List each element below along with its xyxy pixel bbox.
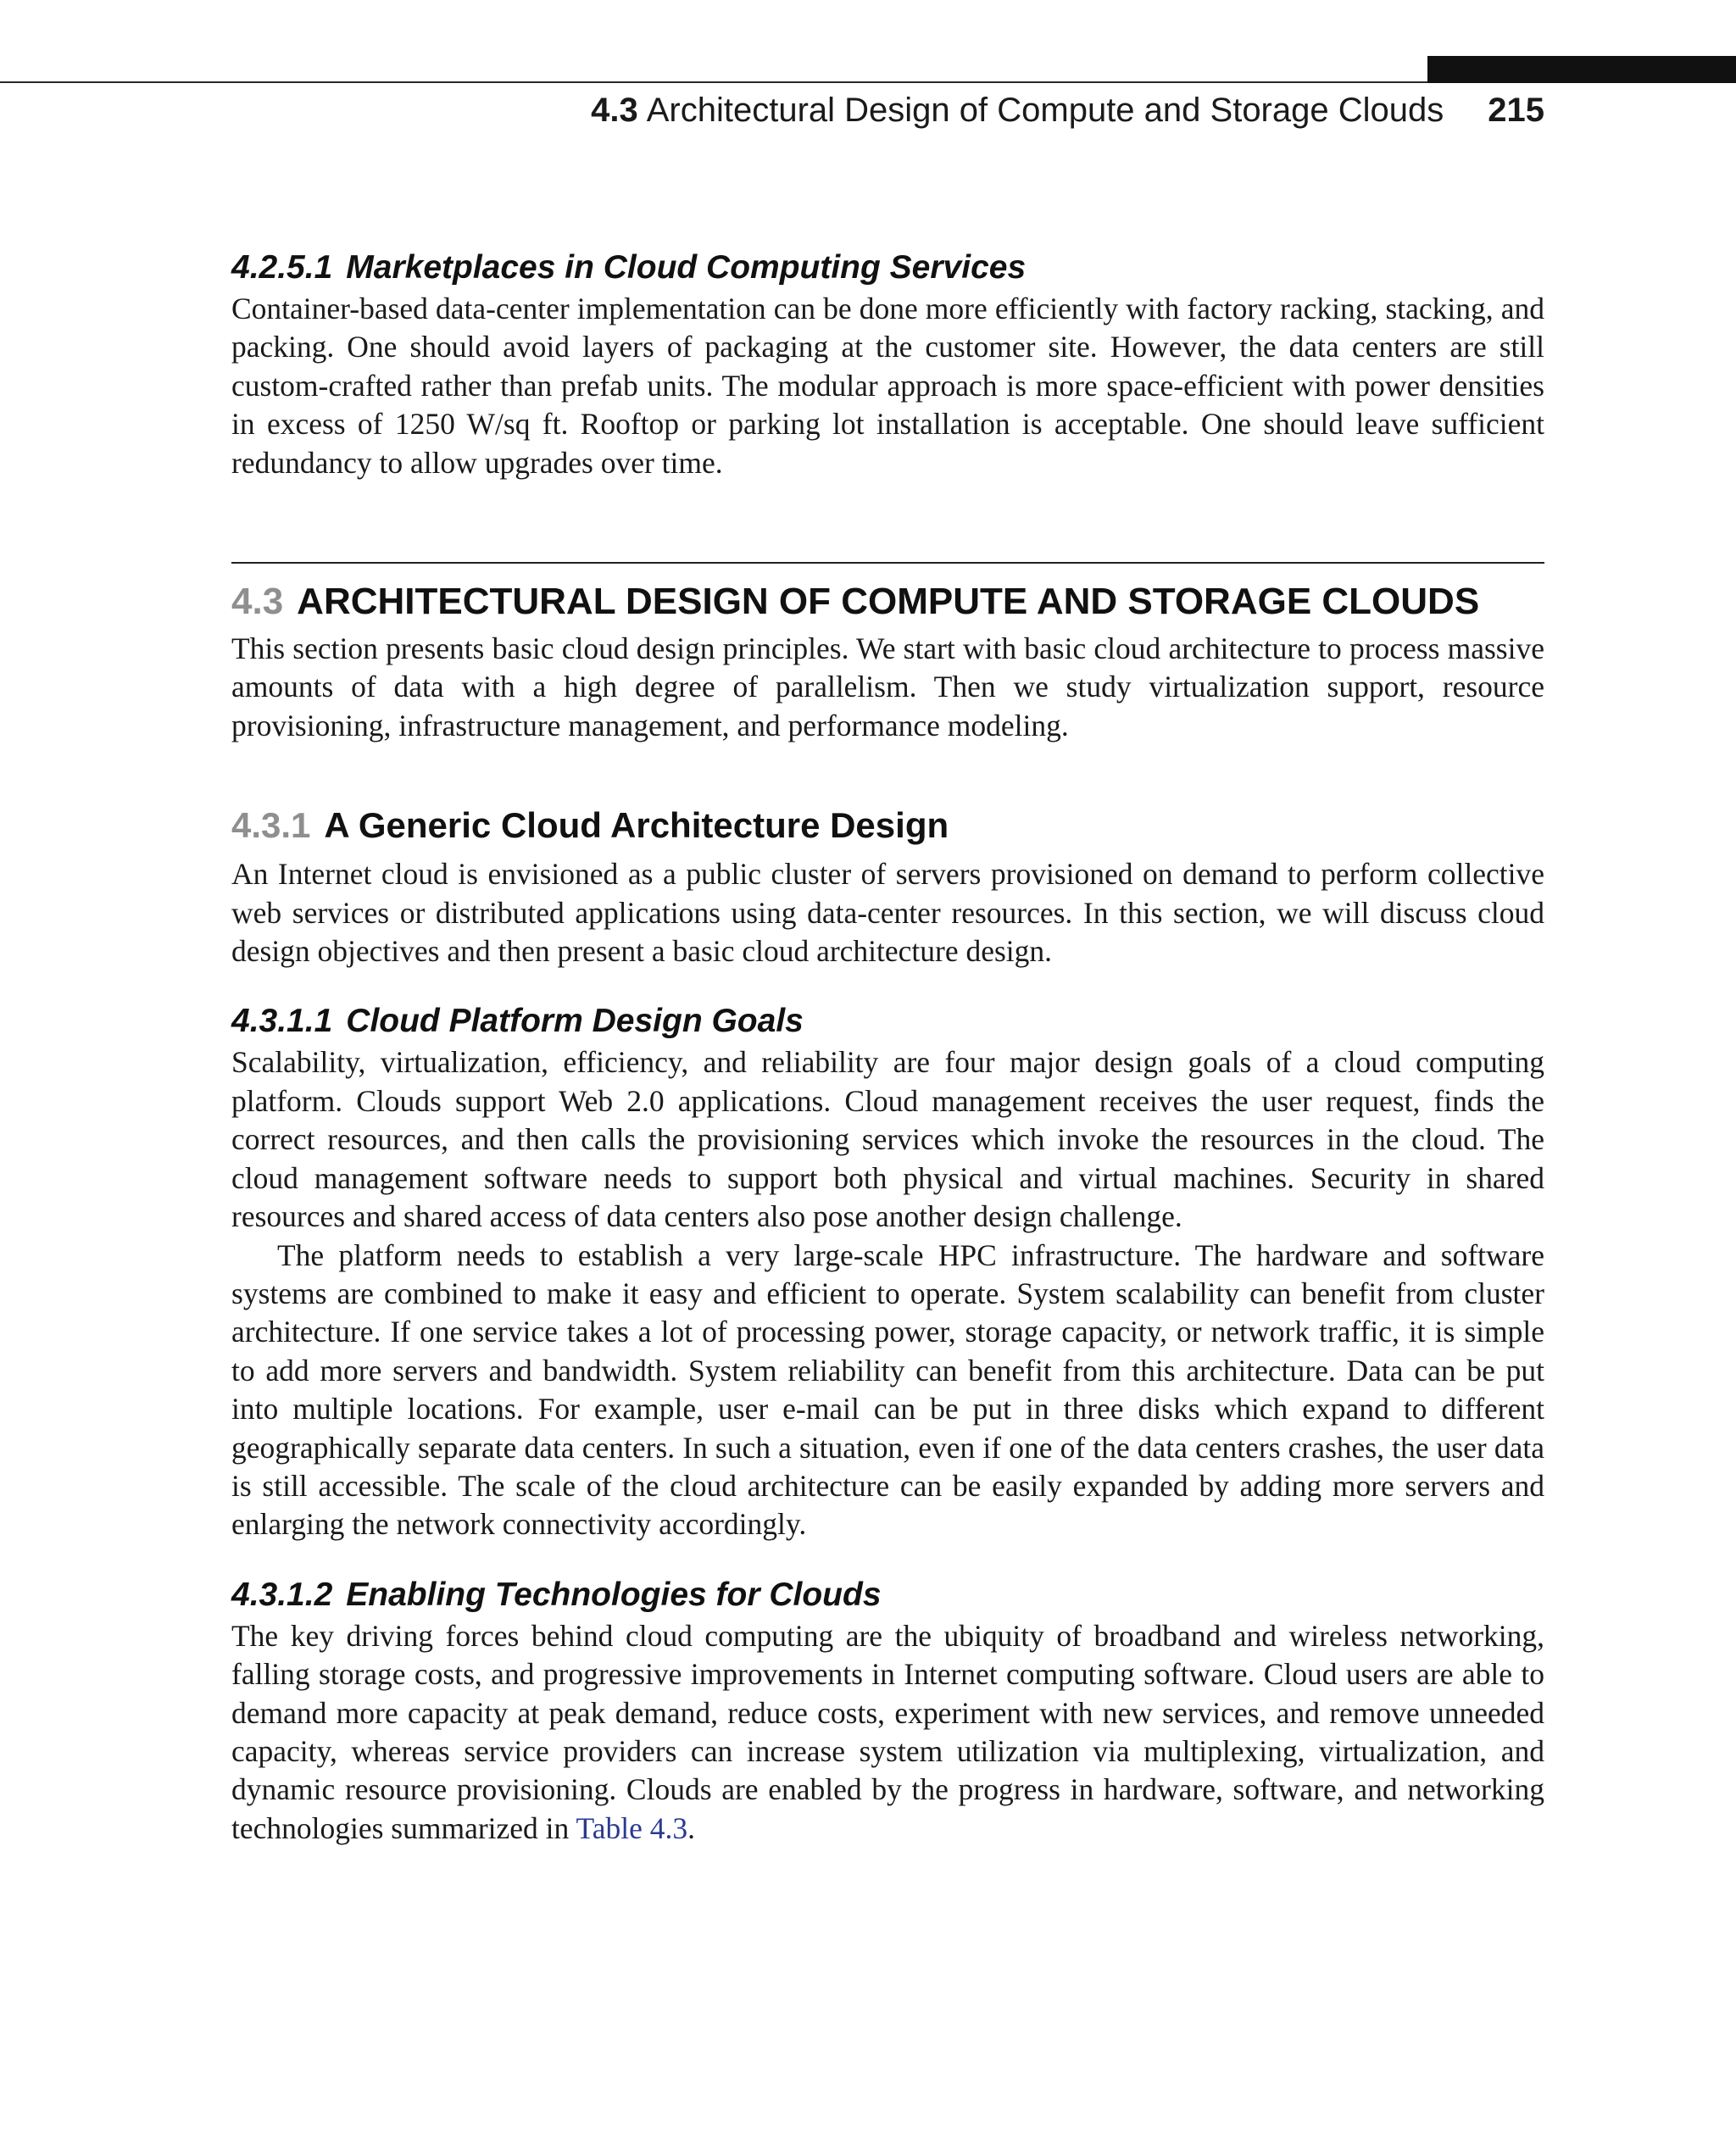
paragraph-design-goals-1: Scalability, virtualization, efficiency, and reliability are four major design goals of a cloud computing platform. Clouds support Web 2.0 applications. Cloud management receives the user request, finds the correct resources, and then calls the provisioning services which invoke the resources in the cloud. The cloud management software needs to support both physical and virtual machines. Security in shared resources and shared access of data centers also pose another design challenge. <box>231 1045 1544 1234</box>
subsection-title: Cloud Platform Design Goals <box>346 1003 804 1040</box>
subsection-heading-4-3-1-1 <box>231 999 1544 1043</box>
page-body <box>231 246 1544 1848</box>
running-head-section-title: Architectural Design of Compute and Storage Clouds <box>646 92 1444 129</box>
header-corner-bar <box>1427 56 1736 83</box>
page-number: 215 <box>1488 92 1544 129</box>
table-4-3-link[interactable]: Table 4.3 <box>576 1810 688 1845</box>
section-number: 4.3 <box>231 581 284 623</box>
section-title: A Generic Cloud Architecture Design <box>324 805 949 846</box>
running-head-section-number: 4.3 <box>591 92 638 129</box>
section-rule <box>231 562 1544 564</box>
subsection-heading-4-2-5-1 <box>231 246 1544 290</box>
section-number: 4.3.1 <box>231 805 311 846</box>
subsection-heading-4-3-1-2 <box>231 1573 1544 1617</box>
subsection-number: 4.3.1.1 <box>231 1003 333 1040</box>
subsection-title: Marketplaces in Cloud Computing Services <box>346 249 1027 286</box>
paragraph-section-intro: This section presents basic cloud design principles. We start with basic cloud architecture to process massive amounts of data with a high degree of parallelism. Then we study virtualization support, resource provisioning, infrastructure management, and performance modeling. <box>231 631 1544 742</box>
paragraph-end: . <box>687 1810 695 1845</box>
section-title: ARCHITECTURAL DESIGN OF COMPUTE AND STORAGE CLOUDS <box>297 581 1480 623</box>
section-heading-4-3-1 <box>231 801 1544 850</box>
subsection-number: 4.2.5.1 <box>231 249 333 286</box>
paragraph-design-goals-2: The platform needs to establish a very large-scale HPC infrastructure. The hardware and software systems are combined to make it easy and efficient to operate. System scalability can benefit from cluster architecture. If one service takes a lot of processing power, storage capacity, or network traffic, it is simple to add more servers and bandwidth. System reliability can benefit from this architecture. Data can be put into multiple locations. For example, user e-mail can be put in three disks which expand to different geographically separate data centers. In such a situation, even if one of the data centers crashes, the user data is still accessible. The scale of the cloud architecture can be easily expanded by adding more servers and enlarging the network connectivity accordingly. <box>231 1237 1544 1542</box>
paragraph-marketplaces: Container-based data-center implementation can be done more efficiently with factory racking, stacking, and packing. One should avoid layers of packaging at the customer site. However, the data centers are still custom-crafted rather than prefab units. The modular approach is more space-efficient with power densities in excess of 1250 W/sq ft. Rooftop or parking lot installation is acceptable. One should leave sufficient redundancy to allow upgrades over time. <box>231 292 1544 480</box>
paragraph-text: The key driving forces behind cloud computing are the ubiquity of broadband and wireless networking, falling storage costs, and progressive improvements in Internet computing software. Cloud users are able to demand more capacity at peak demand, reduce costs, experiment with new services, and remove unneeded capacity, whereas service providers can increase system utilization via multiplexing, virtualization, and dynamic resource provisioning. Clouds are enabled by the progress in hardware, software, and networking technologies summarized in <box>231 1618 1544 1845</box>
paragraph-enabling-technologies <box>231 1617 1544 1848</box>
running-head <box>0 92 1544 130</box>
paragraph-generic-architecture: An Internet cloud is envisioned as a public cluster of servers provisioned on demand to perform collective web services or distributed applications using data-center resources. In this section, we will discuss cloud design objectives and then present a basic cloud architecture design. <box>231 857 1544 969</box>
subsection-number: 4.3.1.2 <box>231 1576 333 1613</box>
section-heading-4-3 <box>231 574 1544 630</box>
subsection-title: Enabling Technologies for Clouds <box>346 1576 882 1613</box>
